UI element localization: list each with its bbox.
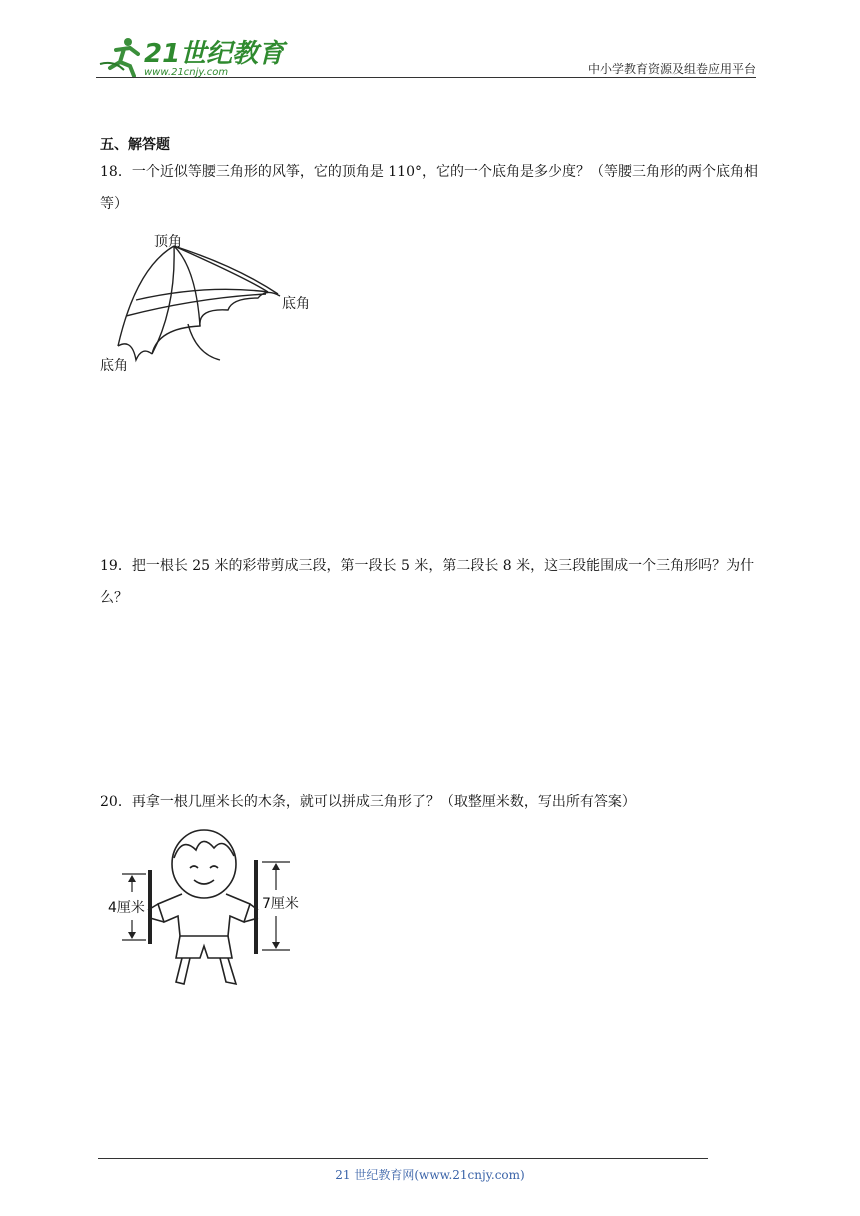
question-20 [100, 786, 768, 818]
kite-drawing [118, 246, 280, 360]
boy-drawing [148, 830, 258, 984]
footer-divider [98, 1158, 708, 1159]
header-divider [96, 77, 756, 78]
right-stick-length: 7厘米 [262, 896, 299, 912]
kite-label-apex: 顶角 [154, 234, 182, 250]
kite-figure [96, 228, 326, 378]
kite-label-base-left: 底角 [100, 358, 128, 374]
question-18 [100, 156, 768, 220]
right-stick [254, 860, 258, 954]
runner-icon [100, 38, 138, 76]
logo-text: 21世纪教育 [144, 39, 285, 69]
footer-text: 21 世纪教育网(www.21cnjy.com) [335, 1168, 525, 1182]
question-number: 20． [100, 794, 132, 810]
left-stick-length: 4厘米 [108, 900, 145, 916]
question-text: 把一根长 25 米的彩带剪成三段，第一段长 5 米，第二段长 8 米，这三段能围成一个三角形吗？为什么？ [100, 558, 755, 606]
question-text: 再拿一根几厘米长的木条，就可以拼成三角形了？（取整厘米数，写出所有答案） [131, 794, 636, 810]
question-text: 一个近似等腰三角形的风筝，它的顶角是 110°，它的一个底角是多少度？（等腰三角形的两个底角相等） [100, 164, 758, 212]
header-platform-text: 中小学教育资源及组卷应用平台 [587, 62, 756, 76]
question-number: 19． [100, 558, 132, 574]
left-stick [148, 870, 152, 944]
kite-label-base-right: 底角 [282, 296, 310, 312]
site-logo [94, 34, 285, 80]
logo-url: www.21cnjy.com [144, 67, 229, 78]
question-19 [100, 550, 768, 614]
section-title: 五、解答题 [100, 137, 170, 153]
question-number: 18． [100, 164, 132, 180]
boy-sticks-figure [104, 824, 314, 994]
